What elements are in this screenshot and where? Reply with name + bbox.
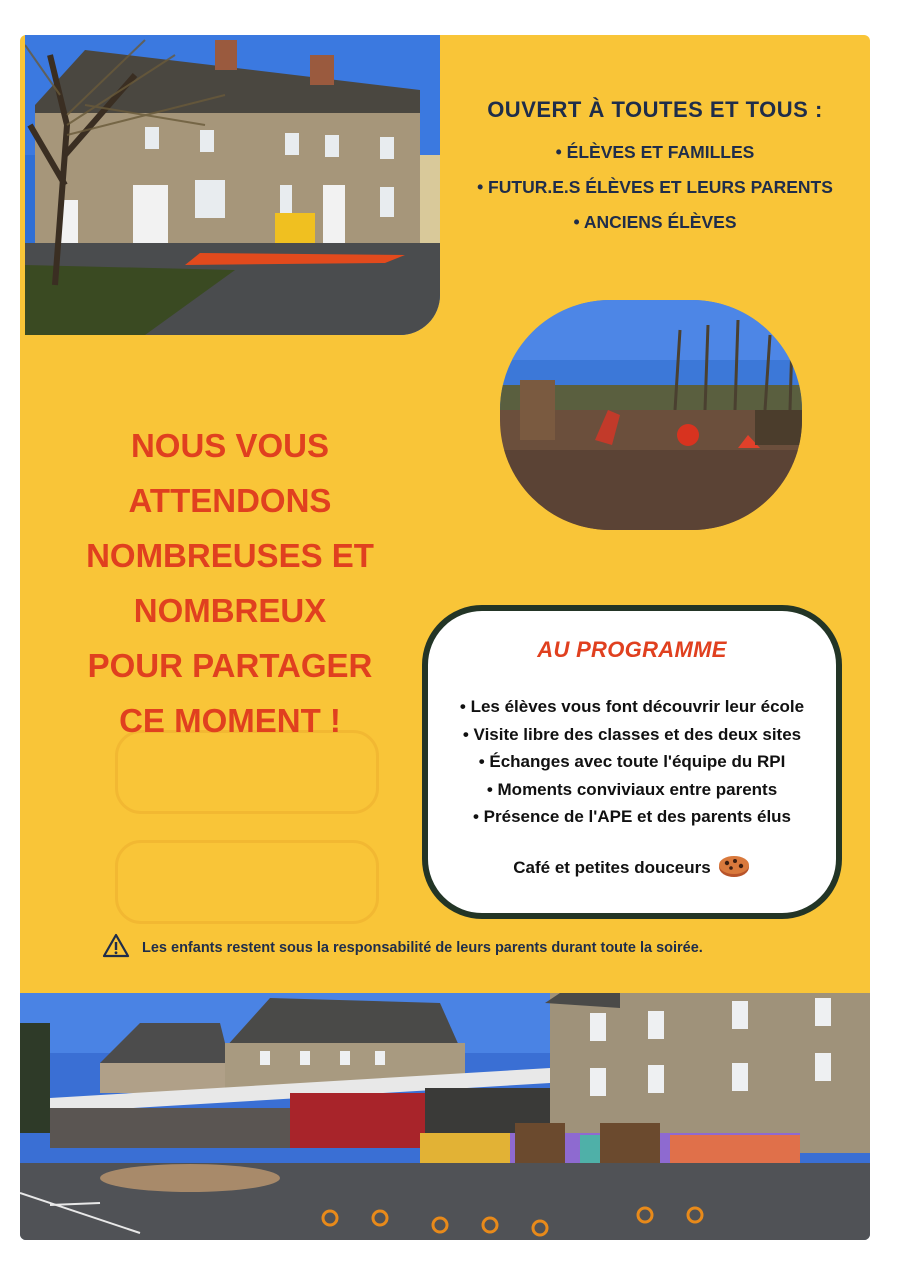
faint-time-box	[115, 840, 379, 924]
open-to-all-section	[445, 97, 865, 240]
audience-item: • FUTUR.E.S ÉLÈVES ET LEURS PARENTS	[477, 177, 833, 197]
warning-text: Les enfants restent sous la responsabilité de leurs parents durant toute la soirée.	[142, 939, 703, 956]
program-footer	[428, 853, 836, 884]
invitation-line: NOMBREUX	[133, 592, 327, 629]
program-item: • Visite libre des classes et des deux sites	[462, 724, 802, 744]
program-item: • Présence de l'APE et des parents élus	[472, 807, 792, 826]
invitation-line: ATTENDONS	[128, 482, 332, 519]
open-to-all-title: OUVERT À TOUTES ET TOUS :	[487, 97, 823, 122]
invitation-line: POUR PARTAGER	[87, 647, 373, 684]
program-list	[428, 693, 836, 831]
program-title: AU PROGRAMME	[537, 637, 727, 662]
audience-item: • ÉLÈVES ET FAMILLES	[555, 142, 755, 162]
warning-triangle-icon	[102, 933, 130, 962]
invitation-line: CE MOMENT !	[119, 702, 341, 739]
cookie-icon	[717, 853, 751, 884]
program-item: • Moments conviviaux entre parents	[486, 779, 778, 799]
program-item: • Les élèves vous font découvrir leur école	[459, 697, 805, 716]
poster	[20, 35, 870, 1240]
invitation-text	[40, 418, 420, 748]
program-box	[422, 605, 842, 919]
program-item: • Échanges avec toute l'équipe du RPI	[478, 752, 786, 771]
school-courtyard-photo	[20, 993, 870, 1240]
invitation-line: NOUS VOUS	[130, 427, 330, 464]
warning-notice	[102, 933, 703, 962]
refreshments-text: Café et petites douceurs	[513, 858, 711, 877]
school-building-photo	[25, 35, 440, 335]
invitation-line: NOMBREUSES ET	[86, 537, 374, 574]
audience-item: • ANCIENS ÉLÈVES	[573, 212, 737, 232]
playground-photo	[500, 300, 802, 530]
